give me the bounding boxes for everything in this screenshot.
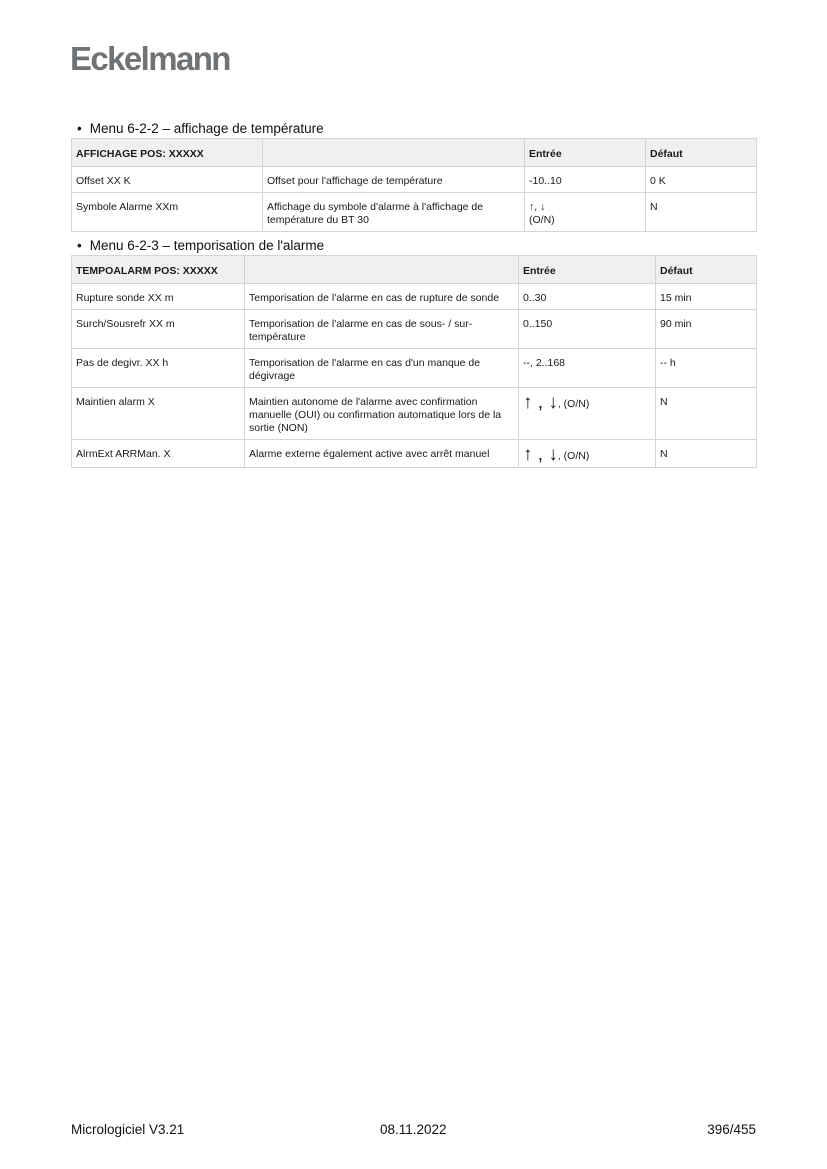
entry-cell: [519, 440, 656, 468]
description-cell: Alarme externe également active avec arrêt manuel: [245, 440, 519, 468]
entry-cell: [519, 388, 656, 440]
description-cell: Offset pour l'affichage de température: [263, 167, 525, 193]
default-cell: -- h: [656, 349, 757, 388]
display-settings-table: [71, 138, 757, 232]
bullet: •: [77, 121, 82, 136]
entry-cell: 0..30: [519, 284, 656, 310]
section-title-alarm: [77, 238, 324, 253]
entry-cell: 0..150: [519, 310, 656, 349]
column-header: AFFICHAGE POS: XXXXX: [72, 139, 263, 167]
parameter-cell: Maintien alarm X: [72, 388, 245, 440]
entry-cell: [525, 193, 646, 232]
entry-cell: -10..10: [525, 167, 646, 193]
entry-option: , (O/N): [557, 450, 590, 462]
parameter-cell: Rupture sonde XX m: [72, 284, 245, 310]
section-title-text: Menu 6-2-3 – temporisation de l'alarme: [89, 238, 325, 253]
entry-option: , (O/N): [557, 398, 590, 410]
default-cell: N: [646, 193, 757, 232]
default-cell: 0 K: [646, 167, 757, 193]
default-cell: 90 min: [656, 310, 757, 349]
table-row: [72, 167, 757, 193]
table-header-row: [72, 256, 757, 284]
entry-cell: --, 2..168: [519, 349, 656, 388]
column-header: Défaut: [646, 139, 757, 167]
footer-page-number: 396/455: [707, 1122, 756, 1137]
bullet: •: [77, 238, 82, 253]
table-row: [72, 310, 757, 349]
column-header: [245, 256, 519, 284]
column-header: Entrée: [525, 139, 646, 167]
table-row: [72, 440, 757, 468]
footer-firmware-version: Micrologiciel V3.21: [71, 1122, 185, 1137]
footer-date: 08.11.2022: [380, 1122, 447, 1137]
parameter-cell: Symbole Alarme XXm: [72, 193, 263, 232]
description-cell: Maintien autonome de l'alarme avec confirmation manuelle (OUI) ou confirmation automatique lors de la sortie (NON): [245, 388, 519, 440]
table-header-row: [72, 139, 757, 167]
alarm-delay-table: [71, 255, 757, 468]
arrow-up-down-icon: ↑ , ↓: [523, 444, 558, 465]
description-cell: Temporisation de l'alarme en cas de rupture de sonde: [245, 284, 519, 310]
parameter-cell: Surch/Sousrefr XX m: [72, 310, 245, 349]
company-logo: Eckelmann: [70, 40, 230, 77]
description-cell: Temporisation de l'alarme en cas de sous- / sur-température: [245, 310, 519, 349]
parameter-cell: AlrmExt ARRMan. X: [72, 440, 245, 468]
parameter-cell: Pas de degivr. XX h: [72, 349, 245, 388]
table-row: [72, 349, 757, 388]
default-cell: 15 min: [656, 284, 757, 310]
table-row: [72, 284, 757, 310]
column-header: TEMPOALARM POS: XXXXX: [72, 256, 245, 284]
default-cell: N: [656, 388, 757, 440]
column-header: Entrée: [519, 256, 656, 284]
entry-option: (O/N): [529, 214, 555, 226]
default-cell: N: [656, 440, 757, 468]
description-cell: Affichage du symbole d'alarme à l'affichage de température du BT 30: [263, 193, 525, 232]
parameter-cell: Offset XX K: [72, 167, 263, 193]
section-title-text: Menu 6-2-2 – affichage de température: [89, 121, 324, 136]
arrow-up-down-icon: ↑ , ↓: [523, 392, 558, 413]
section-title-display: [77, 121, 324, 136]
arrow-up-down-icon: ↑, ↓: [529, 201, 546, 213]
description-cell: Temporisation de l'alarme en cas d'un manque de dégivrage: [245, 349, 519, 388]
column-header: Défaut: [656, 256, 757, 284]
table-row: [72, 193, 757, 232]
column-header: [263, 139, 525, 167]
table-row: [72, 388, 757, 440]
